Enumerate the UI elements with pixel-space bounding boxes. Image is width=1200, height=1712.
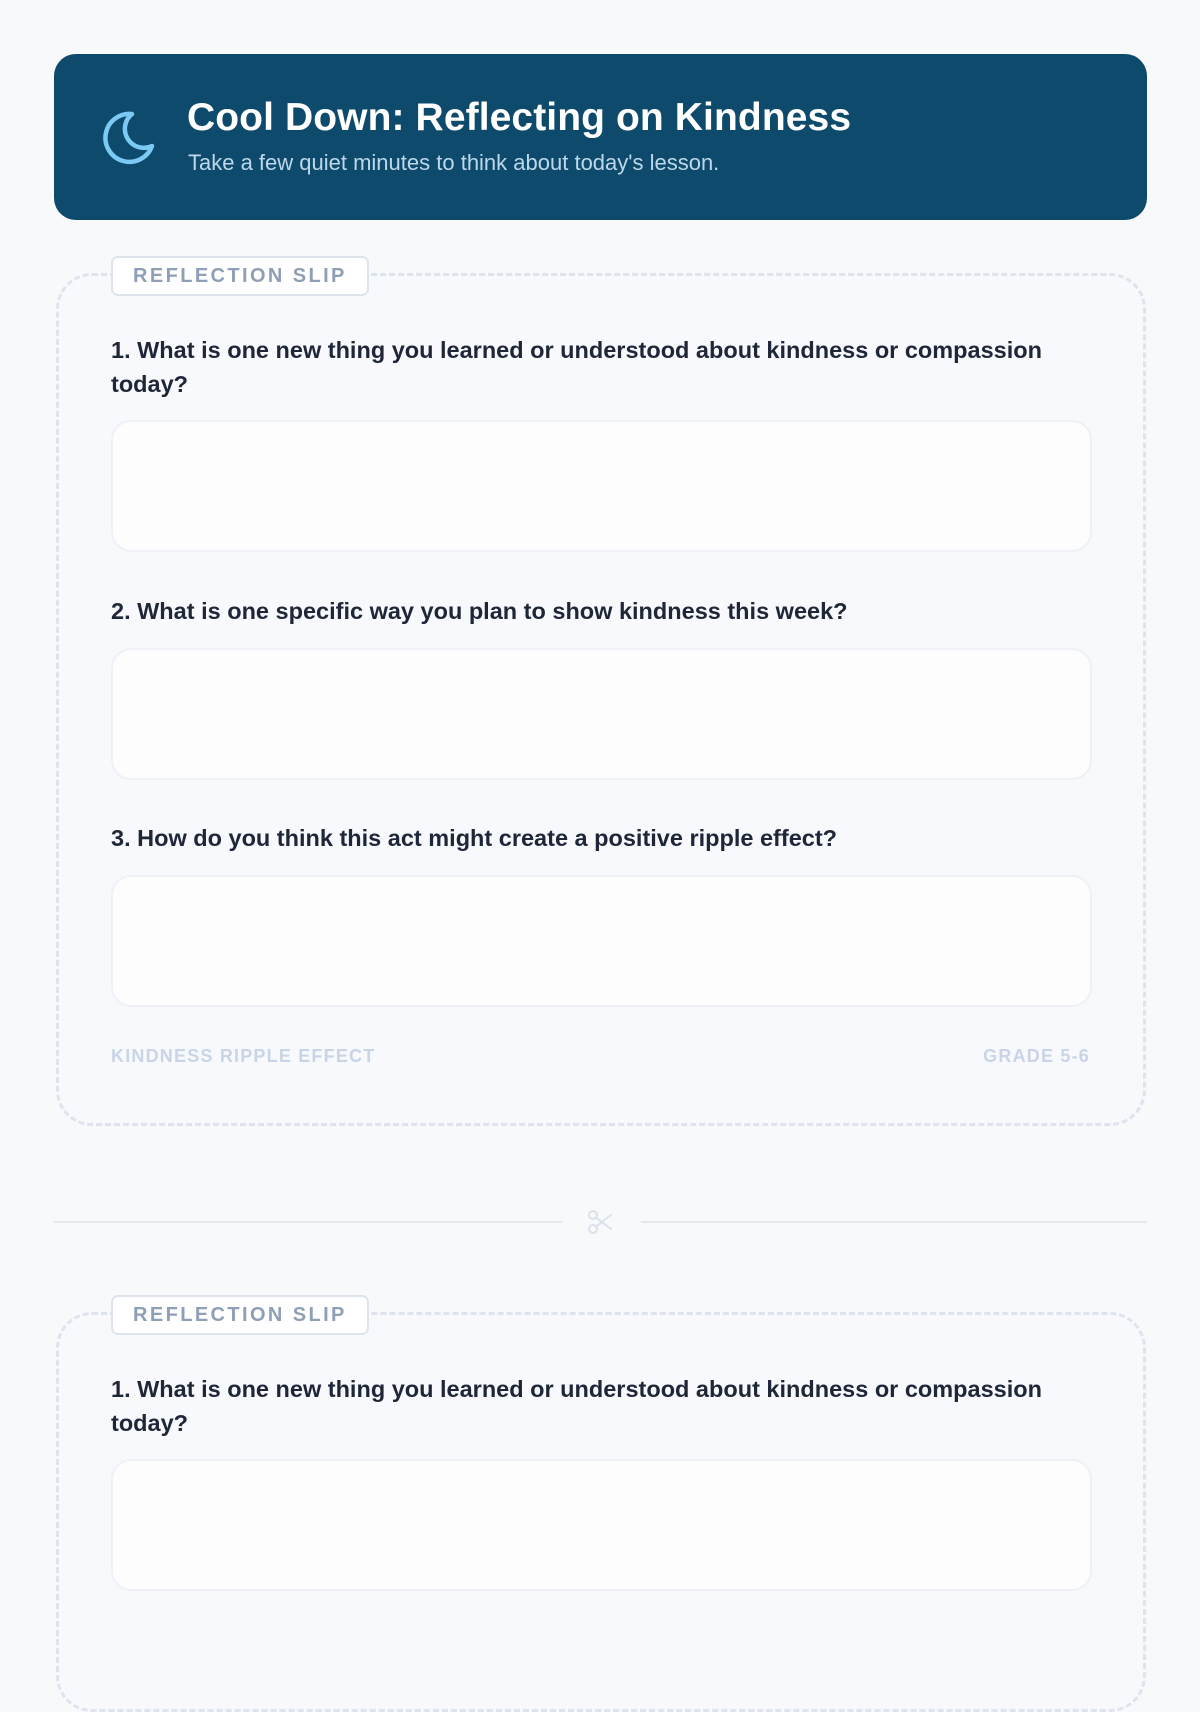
question-1-label: 1. What is one new thing you learned or understood about kindness or compassion today? (111, 1376, 1042, 1436)
question-1-label: 1. What is one new thing you learned or understood about kindness or compassion today? (111, 337, 1042, 397)
slip-tag: REFLECTION SLIP (111, 256, 369, 296)
question-3-label: 3. How do you think this act might create a positive ripple effect? (111, 825, 838, 851)
answer-1-field[interactable] (111, 420, 1092, 552)
slip-footer-grade: GRADE 5-6 (983, 1046, 1090, 1066)
answer-2-field[interactable] (111, 648, 1092, 780)
slip-tag: REFLECTION SLIP (111, 1295, 369, 1335)
question-2-label: 2. What is one specific way you plan to show kindness this week? (111, 598, 848, 624)
header-banner (54, 54, 1147, 220)
cut-line-left (54, 1221, 562, 1223)
moon-icon (94, 104, 160, 170)
reflection-slip (56, 265, 1146, 1126)
page-title: Cool Down: Reflecting on Kindness (187, 96, 852, 139)
cut-line-right (641, 1221, 1147, 1223)
reflection-slip (56, 1304, 1146, 1712)
scissors-icon (586, 1207, 616, 1237)
answer-3-field[interactable] (111, 875, 1092, 1007)
slip-footer-unit: KINDNESS RIPPLE EFFECT (111, 1046, 376, 1066)
answer-1-field[interactable] (111, 1459, 1092, 1591)
page-subtitle: Take a few quiet minutes to think about today's lesson. (188, 150, 720, 175)
